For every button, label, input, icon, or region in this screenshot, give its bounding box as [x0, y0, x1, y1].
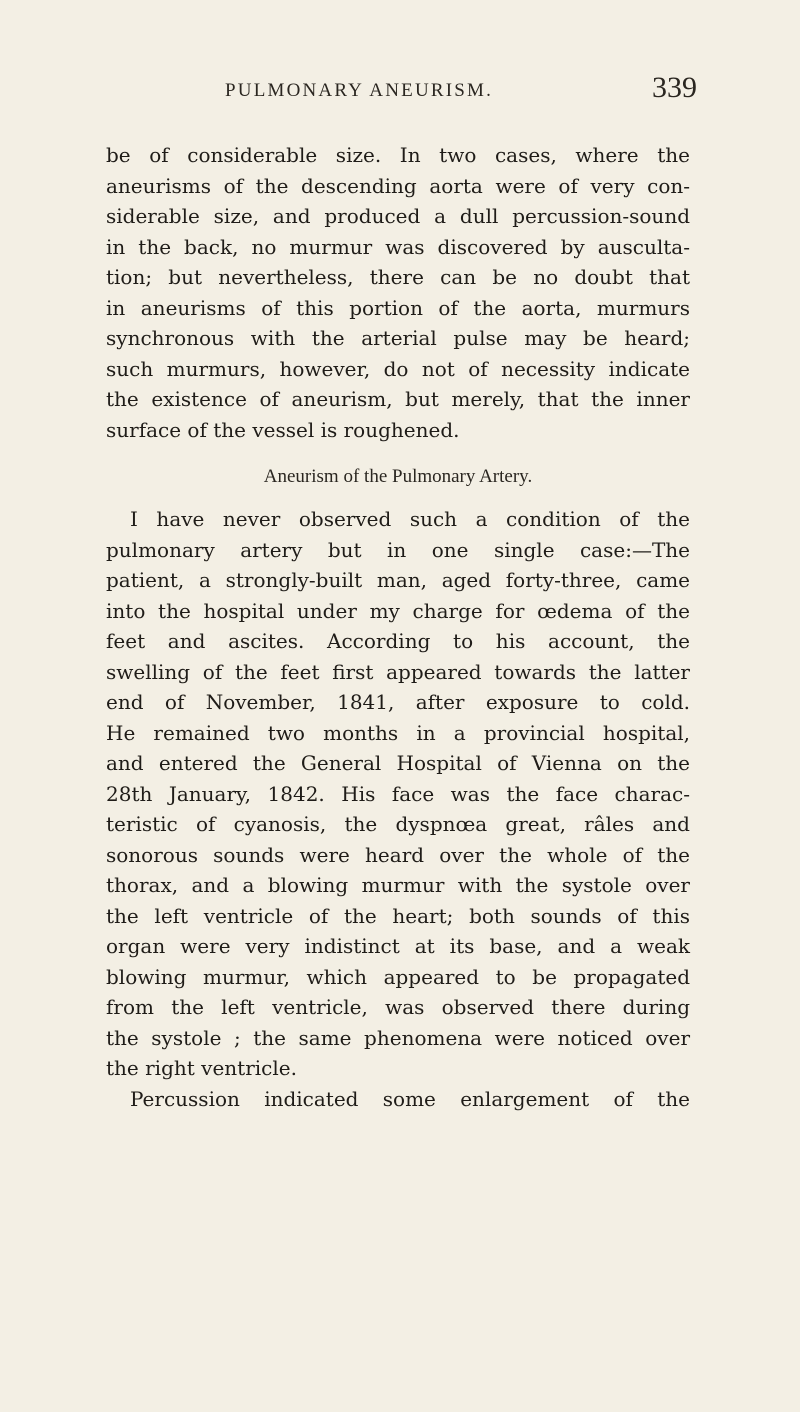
text-line: thorax, and a blowing murmur with the systole over — [106, 873, 690, 897]
text-line: sonorous sounds were heard over the whole of the — [106, 842, 690, 867]
text-line: 28th January, 1842. His face was the face charac- — [106, 781, 690, 806]
text-line: surface of the vessel is roughened. — [106, 417, 460, 442]
text-line: pulmonary artery but in one single case:—The — [106, 537, 690, 562]
text-line: from the left ventricle, was observed there during — [106, 995, 690, 1019]
text-line: into the hospital under my charge for œdema of the — [106, 598, 690, 623]
text-line: swelling of the feet first appeared towards the latter — [106, 659, 690, 684]
text-line: blowing murmur, which appeared to be propagated — [106, 964, 690, 989]
text-line: feet and ascites. According to his account, the — [106, 629, 690, 653]
text-line: in aneurisms of this portion of the aorta, murmurs — [106, 295, 690, 320]
text-line: teristic of cyanosis, the dyspnœa great, râles and — [106, 812, 690, 836]
text-line: and entered the General Hospital of Vienna on the — [106, 751, 690, 775]
text-line: end of November, 1841, after exposure to cold. — [106, 690, 690, 714]
body-text — [106, 140, 690, 1114]
text-line: He remained two months in a provincial hospital, — [106, 720, 690, 745]
paragraph-3 — [106, 1084, 690, 1115]
text-line: the systole ; the same phenomena were noticed over — [106, 1025, 690, 1050]
running-title: PULMONARY ANEURISM. — [225, 80, 494, 101]
text-line: be of considerable size. In two cases, where the — [106, 143, 690, 167]
text-line: the right ventricle. — [106, 1056, 297, 1080]
paragraph-1 — [106, 140, 690, 445]
text-line: organ were very indistinct at its base, and a weak — [106, 934, 690, 958]
text-line: Percussion indicated some enlargement of the — [130, 1086, 690, 1111]
text-line: the left ventricle of the heart; both sounds of this — [106, 903, 690, 928]
text-line: the existence of aneurism, but merely, that the inner — [106, 387, 690, 411]
running-head — [0, 71, 800, 110]
text-line: synchronous with the arterial pulse may be heard; — [106, 326, 690, 350]
text-line: siderable size, and produced a dull percussion-sound — [106, 204, 690, 228]
text-line: I have never observed such a condition of the — [130, 507, 690, 531]
text-line: in the back, no murmur was discovered by ausculta- — [106, 234, 690, 259]
paragraph-2 — [106, 504, 690, 1084]
text-line: aneurisms of the descending aorta were of very con- — [106, 173, 690, 198]
text-line: tion; but nevertheless, there can be no doubt that — [106, 265, 690, 289]
page-number: 339 — [652, 71, 697, 104]
section-heading: Aneurism of the Pulmonary Artery. — [263, 466, 533, 487]
text-line: patient, a strongly-built man, aged forty-three, came — [106, 568, 690, 592]
text-line: such murmurs, however, do not of necessity indicate — [106, 356, 690, 381]
